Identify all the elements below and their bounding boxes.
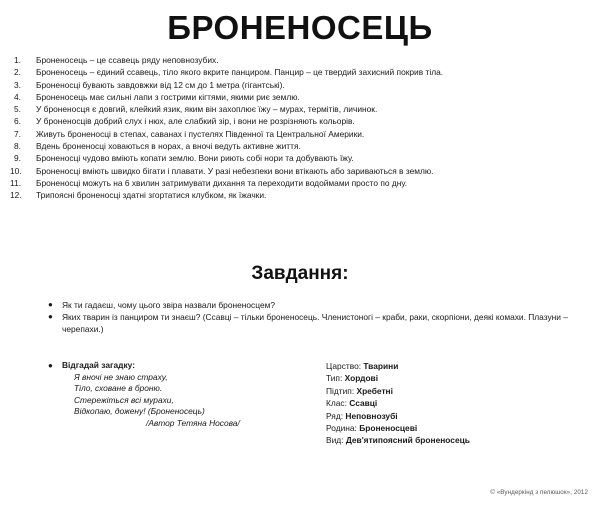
fact-item [0,103,600,115]
facts-list [0,54,600,202]
tasks-heading: Завдання: [251,262,349,284]
fact-number: 4. [14,91,21,102]
fact-text: У броненосців добрий слух і нюх, але слабкий зір, і вони не розрізняють кольорів. [36,116,355,127]
fact-text: Вдень броненосці ховаються в норах, а вночі ведуть активне життя. [36,141,301,152]
taxonomy-label: Тип: [326,373,343,384]
fact-number: 8. [14,141,21,152]
fact-text: Броненосці бувають завдовжки від 12 см до 1 метра (гігантські). [36,79,285,90]
taxonomy-row [326,385,550,397]
fact-number: 7. [14,128,21,139]
fact-text: Броненосці можуть на 6 хвилин затримувати дихання та переходити водоймами просто по дну. [36,177,408,188]
fact-item [0,79,600,91]
fact-text: Броненосець – єдиний ссавець, тіло якого вкрите панциром. Панцир – це твердий захисний покрив тіла. [36,67,444,78]
fact-number: 1. [14,55,21,65]
riddle-block [0,360,320,430]
page-title: БРОНЕНОСЕЦЬ [167,9,433,46]
fact-text: Трипоясні броненосці здатні згортатися клубком, як їжачки. [36,190,267,201]
lower-section [0,360,600,447]
riddle-line: Тіло, сховане в броню. [74,383,163,394]
taxonomy-list [326,360,550,447]
fact-number: 10. [10,165,22,176]
riddle-line: Я вночі не знаю страху, [74,371,168,382]
fact-item [0,140,600,152]
fact-text: Живуть броненосці в степах, саванах і пустелях Південної та Центральної Америки. [36,128,365,139]
taxonomy-row [326,360,550,372]
riddle-line: Стережіться всі мурахи, [74,394,174,405]
riddle-line: Відкопаю, дожену! (Броненосець) [74,406,205,417]
riddle-lines [62,372,320,430]
riddle-item [48,360,320,430]
fact-text: Броненосці чудово вміють копати землю. Вони риють собі нори та добувають їжу. [36,153,354,164]
taxonomy-label: Вид: [326,435,344,446]
taxonomy-row [326,410,550,422]
task-text: Яких тварин із панциром ти знаєш? (Ссавці – тільки броненосець. Членистоногі – краби, раки, скорпіони, деякі комахи. Плазуни – черепахи.) [62,311,568,334]
tasks-list [0,299,600,335]
taxonomy-value: Ссавці [349,398,378,409]
fact-item [0,128,600,140]
fact-item [0,91,600,103]
task-item [0,311,600,335]
fact-number: 2. [14,67,21,78]
bullet-icon: ● [48,311,53,321]
fact-number: 6. [14,116,21,127]
fact-item [0,66,600,78]
taxonomy-label: Родина: [326,423,357,434]
footer-copyright: © «Вундеркінд з пелюшок», 2012 [490,489,588,496]
taxonomy-row [326,434,550,446]
fact-number: 11. [10,177,22,188]
taxonomy-row [326,397,550,409]
taxonomy-value: Хребетні [356,385,393,396]
taxonomy-label: Підтип: [326,385,355,396]
taxonomy-label: Клас: [326,398,347,409]
fact-number: 12. [10,190,22,201]
riddle-title: Відгадай загадку: [62,360,135,370]
fact-item [0,54,600,66]
fact-text: Броненосці вміють швидко бігати і плавати. У разі небезпеки вони втікають або зариваються в землю. [36,165,434,176]
fact-item [0,189,600,201]
fact-item [0,115,600,127]
fact-text: Броненосець має сильні лапи з гострими кігтями, якими риє землю. [36,91,300,102]
bullet-icon: ● [48,361,53,370]
fact-item [0,165,600,177]
bullet-icon: ● [48,299,53,309]
taxonomy-value: Дев'ятипоясний броненосець [345,435,470,446]
fact-item [0,152,600,164]
taxonomy-value: Хордові [344,373,379,384]
fact-number: 3. [14,79,21,90]
riddle-author: /Автор Тетяна Носова/ [146,417,240,428]
taxonomy-block [320,360,550,447]
fact-item [0,177,600,189]
taxonomy-row [326,422,550,434]
taxonomy-label: Царство: [326,361,362,371]
fact-text: У броненосця є довгий, клейкий язик, яким він захоплює їжу – мурах, термітів, личинок. [36,104,378,115]
taxonomy-value: Броненосцеві [359,423,418,434]
taxonomy-value: Тварини [363,361,399,371]
fact-text: Броненосець – це ссавець ряду неповнозубих. [36,55,219,65]
task-text: Як ти гадаєш, чому цього звіра назвали броненосцем? [62,299,276,310]
taxonomy-row [326,372,550,384]
fact-number: 5. [14,104,21,115]
task-item [0,299,600,311]
fact-number: 9. [14,153,21,164]
taxonomy-label: Ряд: [326,410,344,421]
taxonomy-value: Неповнозубі [345,410,398,421]
